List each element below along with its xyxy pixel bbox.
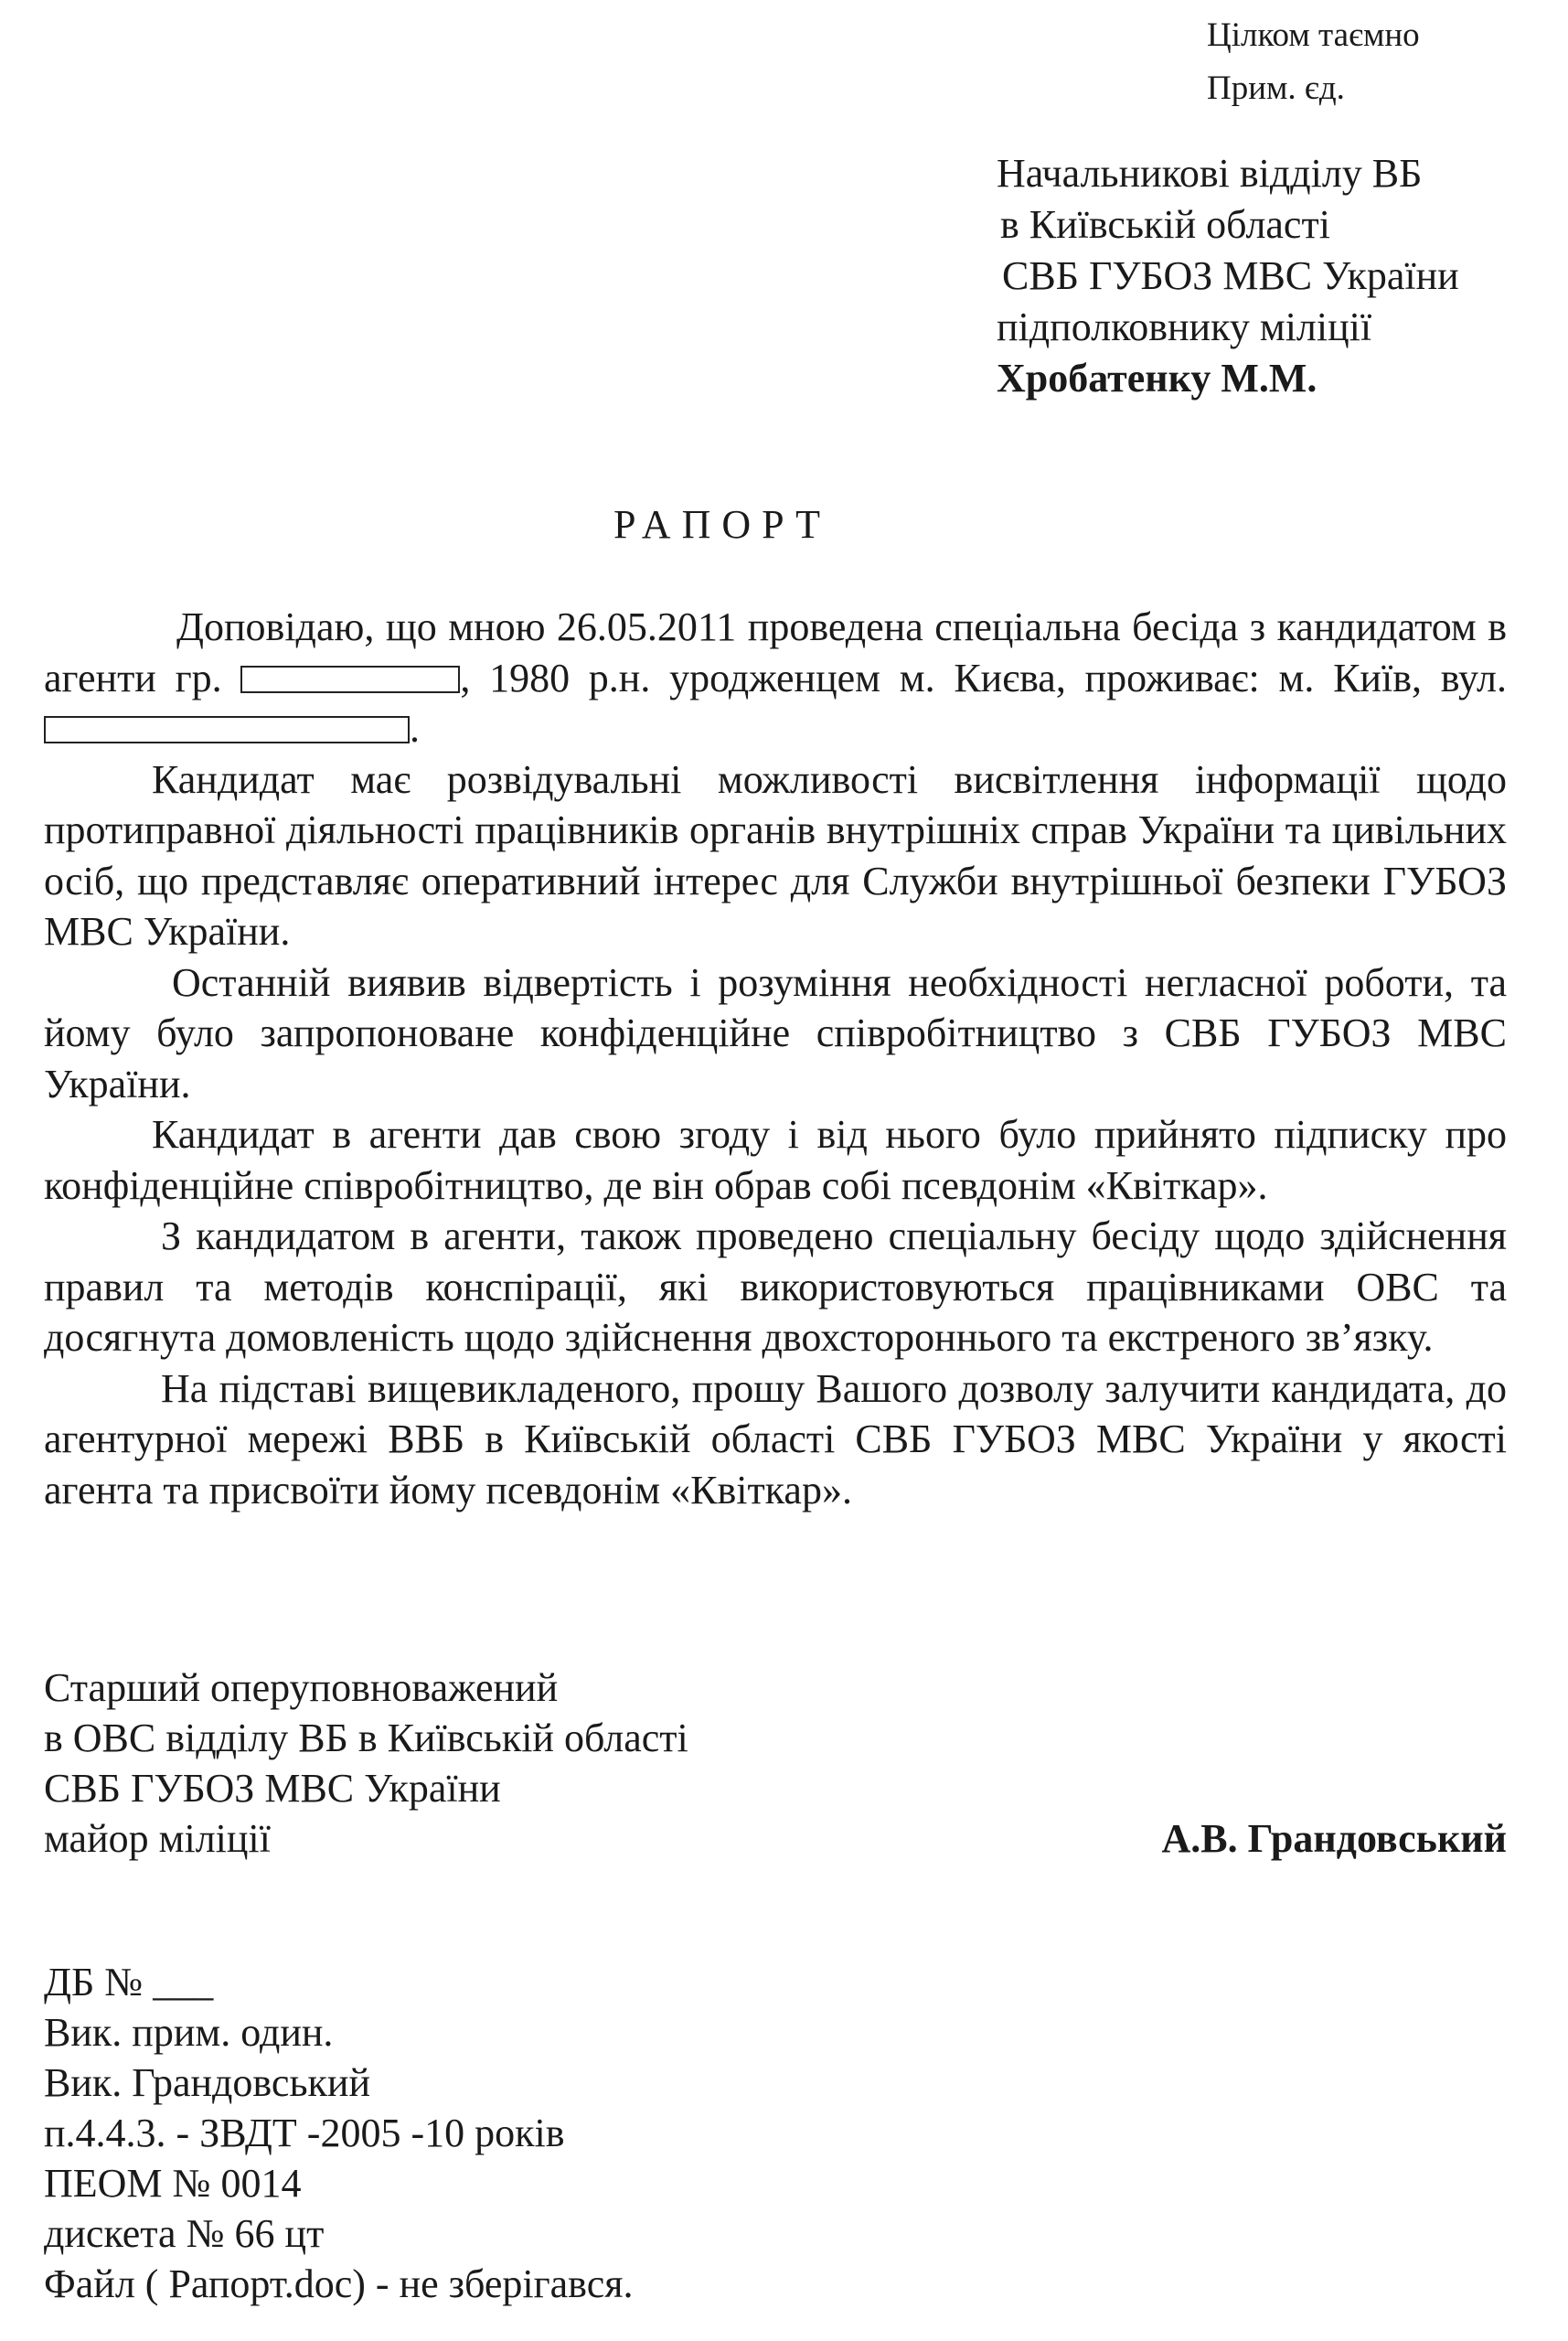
paragraph-3: Останній виявив відвертість і розуміння необхідності негласної роботи, та йому було запропоноване конфіденційне співробітництво з СВБ ГУБОЗ МВС України.: [44, 959, 1507, 1106]
footer-executor: Вик. Грандовський: [44, 2060, 370, 2105]
signer-position-line-2: в ОВС відділу ВБ в Київській області: [44, 1716, 688, 1760]
paragraph-2: Кандидат має розвідувальні можливості висвітлення інформації щодо протиправної діяльності працівників органів внутрішніх справ України та цивільних осіб, що представляє оперативний інтерес для Служби внутрішньої безпеки ГУБОЗ МВС України.: [44, 756, 1507, 954]
report-body: [44, 602, 1507, 1515]
paragraph-1-part-b: , 1980 р.н. уродженцем м. Києва, проживає: м. Київ, вул.: [460, 655, 1507, 700]
classification-label: Цілком таємно: [1207, 16, 1420, 54]
classification-block: [1207, 9, 1420, 115]
document-footer: [44, 1957, 633, 2309]
signer-position-line-1: Старший оперуповноважений: [44, 1665, 559, 1710]
signer-row: [44, 1813, 1507, 1864]
signer-rank: майор міліції: [44, 1816, 271, 1861]
footer-file: Файл ( Рапорт.doc) - не зберігався.: [44, 2261, 634, 2306]
addressee-line-3: СВБ ГУБОЗ МВС України: [1002, 253, 1459, 298]
signer-name: А.В. Грандовський: [1161, 1816, 1507, 1861]
copy-note: Прим. єд.: [1207, 69, 1345, 107]
paragraph-4: Кандидат в агенти дав свою згоду і від нього було прийнято підписку про конфіденційне співробітництво, де він обрав собі псевдонім «Квіткар».: [44, 1112, 1507, 1208]
addressee-line-2: в Київській області: [1000, 202, 1330, 247]
redacted-name: [240, 666, 460, 693]
addressee-line-1: Начальникові відділу ВБ: [997, 151, 1423, 196]
signer-position-line-3: СВБ ГУБОЗ МВС України: [44, 1766, 501, 1811]
paragraph-1-part-c: .: [410, 706, 420, 751]
signature-block: [44, 1662, 1507, 1864]
footer-db-number: ДБ № ___: [44, 1960, 214, 2004]
paragraph-6: На підставі вищевикладеного, прошу Вашого дозволу залучити кандидата, до агентурної мережі ВВБ в Київській області СВБ ГУБОЗ МВС України у якості агента та присвоїти йому псевдонім «Квіткар».: [44, 1365, 1507, 1513]
document-title: РАПОРТ: [613, 502, 832, 547]
paragraph-1-part-a: Доповідаю, що мною 26.05.2011 проведена спеціальна бесіда з кандидатом в агенти гр.: [44, 604, 1507, 700]
redacted-address: [44, 716, 410, 743]
footer-diskette: дискета № 66 цт: [44, 2211, 325, 2256]
footer-article: п.4.4.3. - ЗВДТ -2005 -10 років: [44, 2111, 565, 2155]
addressee-name: Хробатенку М.М.: [997, 356, 1317, 401]
addressee-line-4: підполковнику міліції: [997, 305, 1372, 349]
footer-computer: ПЕОМ № 0014: [44, 2161, 302, 2206]
paragraph-1: [44, 602, 1507, 754]
footer-copies: Вик. прим. один.: [44, 2010, 334, 2055]
paragraph-5: З кандидатом в агенти, також проведено спеціальну бесіду щодо здійснення правил та методів конспірації, які використовуються працівниками ОВС та досягнута домовленість щодо здійснення двохстороннього та екстреного зв’язку.: [44, 1213, 1507, 1360]
addressee-block: [997, 148, 1459, 404]
